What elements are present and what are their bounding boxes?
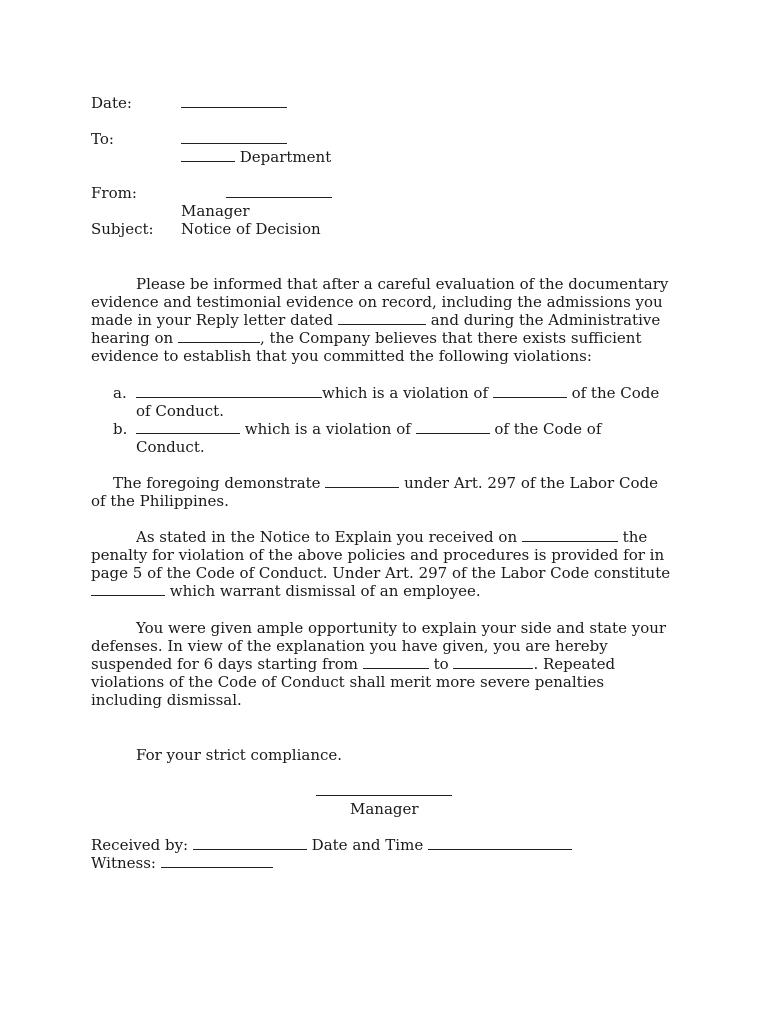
reply-date-blank xyxy=(338,311,426,325)
violation-b-cont: Conduct. xyxy=(136,438,205,456)
para4-line3c: . Repeated xyxy=(533,655,616,673)
signature-blank xyxy=(316,782,452,800)
witness-label: Witness: xyxy=(91,854,156,872)
para1-line4 xyxy=(91,329,641,347)
para4-line5: including dismissal. xyxy=(91,691,242,709)
para1-line2: evidence and testimonial evidence on record, including the admissions you xyxy=(91,293,663,311)
para4-line3b: to xyxy=(433,655,449,673)
para3-line2: penalty for violation of the above policies and procedures is provided for in xyxy=(91,546,665,564)
violation-a-marker: a. xyxy=(113,384,127,402)
para3-line1a: As stated in the Notice to Explain you received on xyxy=(136,528,518,546)
para3-line1b: the xyxy=(622,528,648,546)
violation-a-section-blank xyxy=(493,384,567,398)
compliance-line: For your strict compliance. xyxy=(136,746,343,764)
para4-line3a: suspended for 6 days starting from xyxy=(91,655,359,673)
constitute-blank xyxy=(91,582,165,596)
to-label: To: xyxy=(91,130,114,148)
para2-line2: of the Philippines. xyxy=(91,492,229,510)
department-line xyxy=(181,148,331,166)
para3-line4 xyxy=(91,582,481,600)
date-time-blank xyxy=(428,836,572,850)
violation-b-line xyxy=(136,420,601,438)
date-label: Date: xyxy=(91,94,132,112)
date-time-label: Date and Time xyxy=(311,836,424,854)
para1-line4a: hearing on xyxy=(91,329,174,347)
date-blank xyxy=(181,94,287,112)
department-text: Department xyxy=(239,148,332,166)
violation-b-text1: which is a violation of xyxy=(244,420,411,438)
to-blank xyxy=(181,130,287,148)
para4-line1: You were given ample opportunity to explain your side and state your xyxy=(136,619,667,637)
violation-a-text2: of the Code xyxy=(571,384,660,402)
from-blank xyxy=(226,184,332,202)
para2-line1b: under Art. 297 of the Labor Code xyxy=(404,474,658,492)
para2-line1a: The foregoing demonstrate xyxy=(113,474,321,492)
subject-value: Notice of Decision xyxy=(181,220,321,238)
violation-a-cont: of Conduct. xyxy=(136,402,224,420)
suspension-start-blank xyxy=(363,655,429,669)
para1-line1: Please be informed that after a careful evaluation of the documentary xyxy=(136,275,669,293)
witness-blank xyxy=(161,854,273,868)
violation-b-section-blank xyxy=(416,420,490,434)
para3-line3: page 5 of the Code of Conduct. Under Art. 297 of the Labor Code constitute xyxy=(91,564,671,582)
violation-b-text2: of the Code of xyxy=(494,420,602,438)
para3-line1 xyxy=(136,528,647,546)
violation-b-blank xyxy=(136,420,240,434)
notice-received-blank xyxy=(522,528,618,542)
para4-line2: defenses. In view of the explanation you have given, you are hereby xyxy=(91,637,608,655)
para1-line3b: and during the Administrative xyxy=(430,311,661,329)
subject-label: Subject: xyxy=(91,220,154,238)
demonstrate-blank xyxy=(325,474,399,488)
signature-title: Manager xyxy=(350,800,419,818)
violation-b-marker: b. xyxy=(113,420,128,438)
violation-a-line xyxy=(136,384,659,402)
received-by-blank xyxy=(193,836,307,850)
para1-line4b: , the Company believes that there exists sufficient xyxy=(259,329,642,347)
received-line xyxy=(91,836,572,854)
received-label: Received by: xyxy=(91,836,189,854)
para1-line3a: made in your Reply letter dated xyxy=(91,311,334,329)
para3-line4-text: which warrant dismissal of an employee. xyxy=(169,582,481,600)
para4-line3 xyxy=(91,655,615,673)
witness-line xyxy=(91,854,273,872)
violation-a-blank xyxy=(136,384,322,398)
para1-line5: evidence to establish that you committed the following violations: xyxy=(91,347,592,365)
para1-line3 xyxy=(91,311,660,329)
suspension-end-blank xyxy=(453,655,533,669)
from-label: From: xyxy=(91,184,137,202)
hearing-date-blank xyxy=(178,329,260,343)
para2-line1 xyxy=(113,474,658,492)
violation-a-text1: which is a violation of xyxy=(322,384,489,402)
from-manager-text: Manager xyxy=(181,202,250,220)
para4-line4: violations of the Code of Conduct shall merit more severe penalties xyxy=(91,673,605,691)
